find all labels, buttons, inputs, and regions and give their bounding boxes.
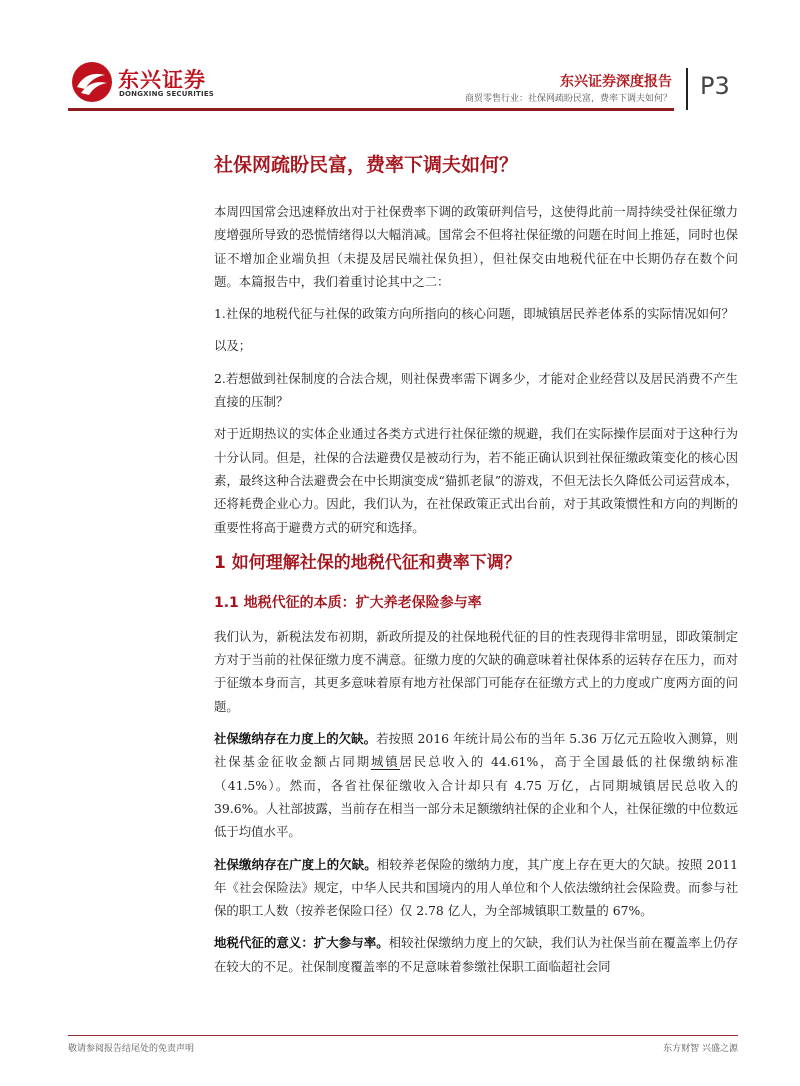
intensity-lead: 社保缴纳存在力度上的欠缺。 [214, 731, 377, 747]
paragraph-intensity [214, 727, 738, 843]
subsection-heading-1-1: 1.1 地税代征的本质：扩大养老保险参与率 [214, 594, 482, 611]
footer-rule [68, 1035, 738, 1036]
brand-name-cn: 东兴证券 [118, 68, 206, 92]
paragraph-intro: 本周四国常会迅速释放出对于社保费率下调的政策研判信号，这使得此前一周持续受社保征缴力度增强所导致的恐慌情绪得以大幅消减。国常会不但将社保征缴的问题在时间上推延，同时也保证不增加企业端负担（未提及居民端社保负担），但社保交由地税代征在中长期仍存在数个问题。本篇报告中，我们着重讨论其中之二： [214, 204, 738, 289]
page-header [0, 0, 800, 120]
paragraph-avoidance: 对于近期热议的实体企业通过各类方式进行社保征缴的规避，我们在实际操作层面对于这种行为十分认同。但是，社保的合法避费仅是被动行为，若不能正确认识到社保征缴政策变化的核心因素，最终这种合法避费会在中长期演变成“猫抓老鼠”的游戏，不但无法长久降低公司运营成本，还将耗费企业心力。因此，我们认为，在社保政策正式出台前，对于其政策惯性和方向的判断的重要性将高于避费方式的研究和选择。 [214, 426, 738, 535]
report-title: 东兴证券深度报告 [560, 74, 672, 90]
intensity-text-a: 若按照 2016 年统计局公布的当年 5.36 万亿元五险收入测算，则社保基金征收金额占同期 [214, 731, 738, 770]
report-subtitle: 商贸零售行业：社保网疏盼民富，费率下调夫如何？ [464, 94, 672, 104]
header-divider [686, 68, 688, 110]
brand-name-en: DONGXING SECURITIES [119, 90, 215, 98]
article-body [214, 150, 738, 987]
breadth-text: 相较养老保险的缴纳力度，其广度上存在更大的欠缺。按照 2011 年《社会保险法》规定，中华人民共和国境内的用人单位和个人依法缴纳社会保险费。而参与社保的职工人数（按养老保险口径）仅 2.78 亿人，为全部城镇职工数量的 67%。 [214, 856, 738, 919]
section-heading-1: 1 如何理解社保的地税代征和费率下调？ [214, 552, 521, 573]
paragraph-question-1: 1.社保的地税代征与社保的政策方向所指向的核心问题，即城镇居民养老体系的实际情况如何？ [214, 306, 734, 322]
page-number: P3 [700, 72, 730, 100]
paragraph-breadth [214, 853, 738, 923]
paragraph-significance [214, 931, 738, 978]
paragraph-and: 以及； [214, 338, 252, 354]
brand-logo [70, 60, 215, 104]
paragraph-tax-collection: 我们认为，新税法发布初期，新政所提及的社保地税代征的目的性表现得非常明显，即政策制定方对于当前的社保征缴力度不满意。征缴力度的欠缺的确意味着社保体系的运转存在压力，而对于征缴本身而言，其更多意味着原有地方社保部门可能存在征缴方式上的力度或广度两方面的问题。 [214, 628, 738, 714]
significance-text: 相较社保缴纳力度上的欠缺，我们认为社保当前在覆盖率上仍存在较大的不足。社保制度覆盖率的不足意味着参缴社保职工面临超社会同 [214, 935, 739, 974]
footer-disclaimer: 敬请参阅报告结尾处的免责声明 [68, 1044, 195, 1054]
significance-lead: 地税代征的意义：扩大参与率。 [214, 935, 389, 951]
brand-logo-icon [70, 60, 114, 104]
intensity-text-b: 居民总收入的 44.61%，高于全国最低的社保缴纳标准（41.5%）。然而，各省社保征缴收入合计却只有 4.75 万亿，占同期城镇居民总收入的 39.6%。人社部披露，当前存在相当一部分未足额缴纳社保的企业和个人，社保征缴的中位数远低于均值水平。 [214, 754, 739, 840]
paragraph-question-2: 2.若想做到社保制度的合法合规，则社保费率需下调多少，才能对企业经营以及居民消费不产生直接的压制？ [214, 370, 738, 410]
header-rule [68, 108, 674, 111]
article-title: 社保网疏盼民富，费率下调夫如何？ [214, 154, 519, 176]
breadth-lead: 社保缴纳存在广度上的欠缺。 [214, 856, 377, 872]
footer-slogan: 东方财智 兴盛之源 [663, 1044, 738, 1054]
intensity-underlined: 城镇 [370, 754, 400, 770]
